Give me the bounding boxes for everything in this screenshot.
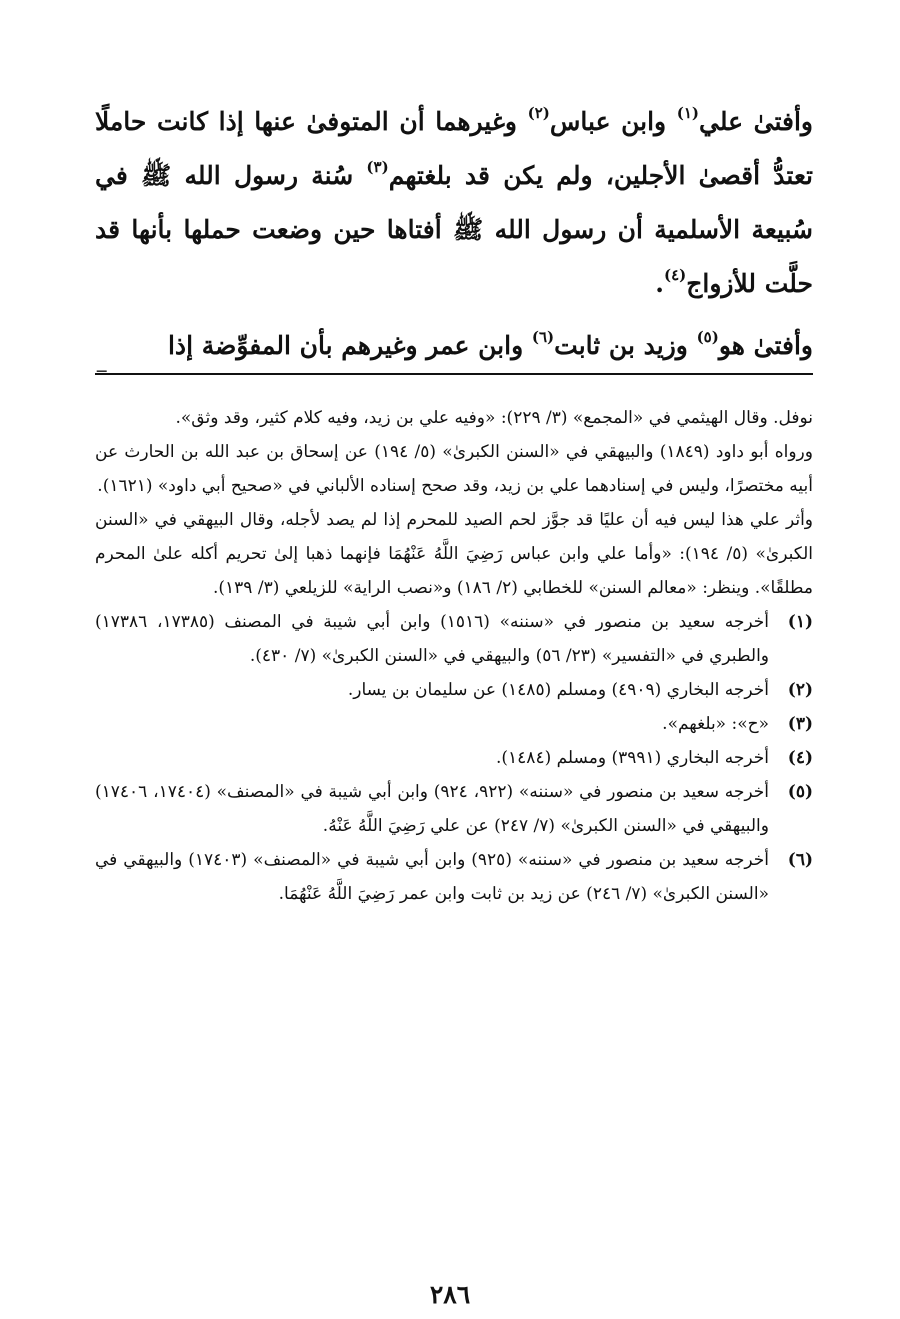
page-number: ٢٨٦ xyxy=(429,1280,471,1309)
footnote-text: أخرجه البخاري (٤٩٠٩) ومسلم (١٤٨٥) عن سليمان بن يسار. xyxy=(347,680,769,700)
footnote-number: (٣) xyxy=(787,714,813,734)
footnote-continuation: وأثر علي هذا ليس فيه أن عليًا قد جوَّز لحم الصيد للمحرم إذا لم يصد لأجله، وقال البيهقي في «السنن الكبرىٰ» (٥/ ١٩٤): «وأما علي وابن عباس رَضِيَ اللَّهُ عَنْهُمَا فإنهما ذهبا إلىٰ تحريم أكله علىٰ المحرم مطلقًا». وينظر: «معالم السنن» للخطابي (٢/ ١٨٦) و«نصب الراية» للزيلعي (٣/ ١٣٩). xyxy=(95,510,813,598)
footnote-separator xyxy=(95,363,813,395)
footnote-ref-5: (٥) xyxy=(696,328,719,346)
main-text xyxy=(95,95,813,373)
footnote-text: «ح»: «بلغهم». xyxy=(662,714,769,734)
text-run: وابن عمر وغيرهم بأن المفوِّضة إذا xyxy=(167,331,532,360)
footnote-text: أخرجه سعيد بن منصور في «سننه» (١٥١٦) وابن أبي شيبة في المصنف (١٧٣٨٥، ١٧٣٨٦) والطبري في «التفسير» (٢٣/ ٥٦) والبيهقي في «السنن الكبرىٰ» (٧/ ٤٣٠). xyxy=(95,612,769,666)
text-run: وغيرهما أن المتوفىٰ عنها إذا كانت حاملًا تعتدُّ أقصىٰ الأجلين، ولم يكن قد بلغتهم xyxy=(95,107,813,190)
footnote-continuation: نوفل. وقال الهيثمي في «المجمع» (٣/ ٢٢٩): «وفيه علي بن زيد، وفيه كلام كثير، وقد وثق». xyxy=(175,408,813,428)
text-run: وأفتىٰ علي xyxy=(699,107,813,136)
text-run: وزيد بن ثابت xyxy=(554,331,697,360)
footnote-ref-1: (١) xyxy=(676,104,699,122)
footnotes xyxy=(95,401,813,911)
footnote-number: (٢) xyxy=(787,680,813,700)
book-page xyxy=(95,95,813,1235)
footnote-number: (٤) xyxy=(787,748,813,768)
footnote-4 xyxy=(95,741,813,775)
footnote-continuation: ورواه أبو داود (١٨٤٩) والبيهقي في «السنن الكبرىٰ» (٥/ ١٩٤) عن إسحاق بن عبد الله بن الحارث عن أبيه مختصرًا، وليس في إسنادهما علي بن زيد، وقد صحح إسناده الألباني في «صحيح أبي داود» (١٦٢١). xyxy=(95,442,813,496)
footnote-5 xyxy=(95,775,813,843)
main-paragraph-2 xyxy=(95,319,813,373)
footnote-ref-3: (٣) xyxy=(366,158,389,176)
footnote-text: أخرجه البخاري (٣٩٩١) ومسلم (١٤٨٤). xyxy=(496,748,769,768)
footnote-number: (٦) xyxy=(787,850,813,870)
footnote-ref-4: (٤) xyxy=(663,266,687,284)
footnote-number: (٥) xyxy=(787,782,813,802)
continuation-mark: = xyxy=(95,363,109,382)
text-run: . xyxy=(655,269,664,298)
footnote-ref-6: (٦) xyxy=(531,328,555,346)
text-run: وابن عباس xyxy=(549,107,677,136)
main-paragraph-1 xyxy=(95,95,813,311)
text-run: سُنة رسول الله ﷺ في سُبيعة الأسلمية أن رسول الله ﷺ أفتاها حين وضعت حملها بأنها قد حلَّت للأزواج xyxy=(95,161,813,298)
text-run: وأفتىٰ هو xyxy=(718,331,813,360)
footnote-3 xyxy=(95,707,813,741)
footnote-6 xyxy=(95,843,813,911)
footnote-text: أخرجه سعيد بن منصور في «سننه» (٩٢٢، ٩٢٤) وابن أبي شيبة في «المصنف» (١٧٤٠٤، ١٧٤٠٦) والبيهقي في «السنن الكبرىٰ» (٧/ ٢٤٧) عن علي رَضِيَ اللَّهُ عَنْهُ. xyxy=(95,782,769,836)
footnote-ref-2: (٢) xyxy=(527,104,550,122)
footnote-number: (١) xyxy=(787,612,813,632)
footnote-text: أخرجه سعيد بن منصور في «سننه» (٩٢٥) وابن أبي شيبة في «المصنف» (١٧٤٠٣) والبيهقي في «السنن الكبرىٰ» (٧/ ٢٤٦) عن زيد بن ثابت وابن عمر رَضِيَ اللَّهُ عَنْهُمَا. xyxy=(95,850,769,904)
footnote-1 xyxy=(95,605,813,673)
footnote-2 xyxy=(95,673,813,707)
